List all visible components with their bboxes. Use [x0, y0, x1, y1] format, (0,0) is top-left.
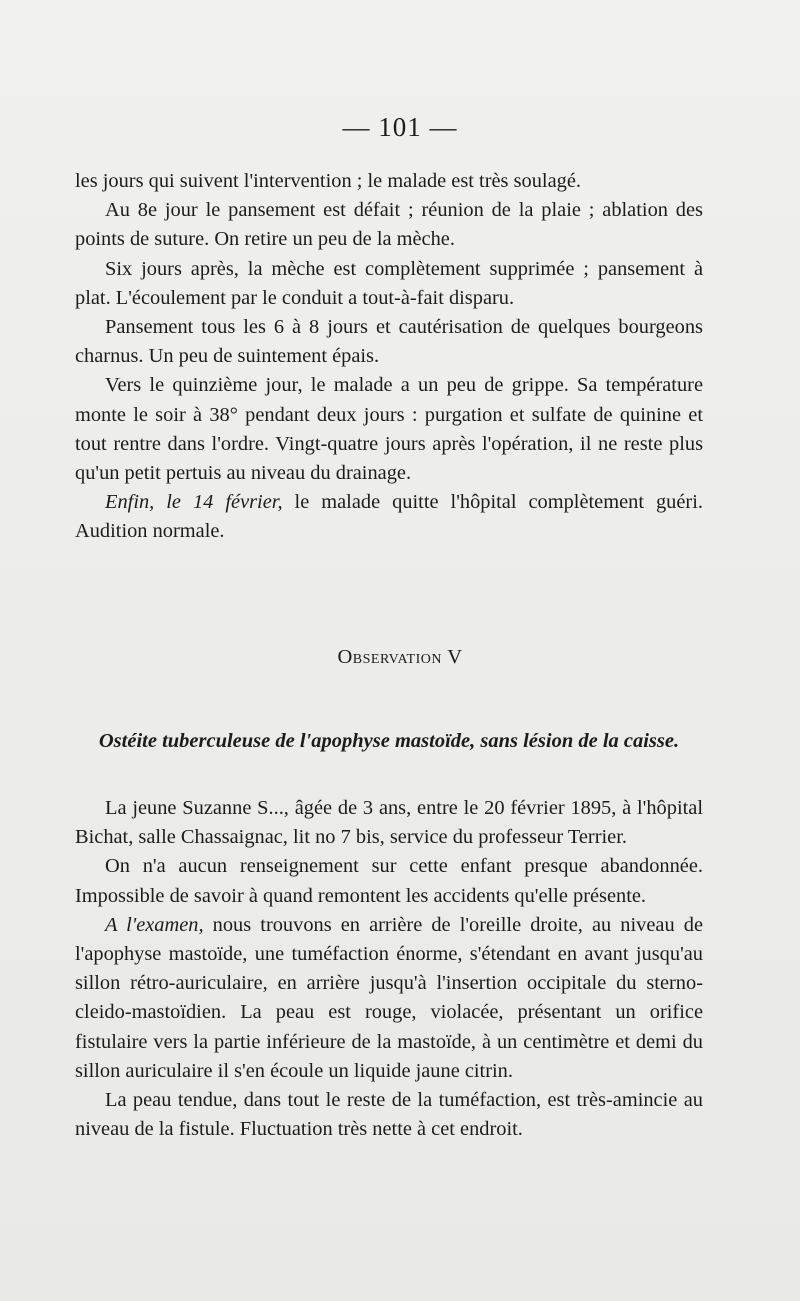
paragraph: Pansement tous les 6 à 8 jours et cautérisation de quelques bourgeons charnus. Un peu de suintement épais.: [75, 316, 703, 368]
paragraph-text: nous trouvons en arrière de l'oreille droite, au niveau de l'apophyse mastoïde, une tuméfaction énorme, s'étendant en avant jusqu'au sillon rétro-auriculaire, en arrière jusqu'à l'insertion occipitale du sterno-cleido-mastoïdien. La peau est rouge, violacée, présentant un orifice fistulaire vers la partie inférieure de la mastoïde, à un centimètre et demi du sillon auriculaire il s'en écoule un liquide jaune citrin.: [75, 913, 704, 1082]
paragraph: les jours qui suivent l'intervention ; le malade est très soulagé.: [75, 170, 581, 192]
text-block-continuation: [75, 167, 703, 547]
paragraph: Six jours après, la mèche est complètement supprimée ; pansement à plat. L'écoulement par le conduit a tout-à-fait disparu.: [75, 257, 703, 309]
italic-phrase: A l'examen,: [105, 913, 204, 936]
observation-heading: Observation V: [337, 646, 463, 668]
paragraph: La peau tendue, dans tout le reste de la tuméfaction, est très-amincie au niveau de la fistule. Fluctuation très nette à cet endroit.: [75, 1089, 703, 1141]
paragraph: [75, 488, 703, 546]
paragraph: Vers le quinzième jour, le malade a un peu de grippe. Sa température monte le soir à 38° pendant deux jours : purgation et sulfate de quinine et tout rentre dans l'ordre. Vingt-quatre jours après l'opération, il ne reste plus qu'un petit pertuis au niveau du drainage.: [75, 374, 703, 485]
text-block-observation: [75, 794, 703, 1144]
paragraph-text: le malade quitte l'hôpital complètement guéri. Audition normale.: [75, 491, 703, 543]
italic-phrase: Enfin, le 14 février,: [105, 491, 283, 514]
paragraph: La jeune Suzanne S..., âgée de 3 ans, entre le 20 février 1895, à l'hôpital Bichat, salle Chassaignac, lit no 7 bis, service du professeur Terrier.: [75, 797, 703, 849]
page-number: — 101 —: [342, 112, 458, 142]
observation-subtitle: Ostéite tuberculeuse de l'apophyse mastoïde, sans lésion de la caisse.: [98, 730, 680, 752]
paragraph: [75, 911, 703, 1086]
paragraph: On n'a aucun renseignement sur cette enfant presque abandonnée. Impossible de savoir à quand remontent les accidents qu'elle présente.: [75, 855, 703, 907]
paragraph: Au 8e jour le pansement est défait ; réunion de la plaie ; ablation des points de suture. On retire un peu de la mèche.: [75, 199, 703, 251]
